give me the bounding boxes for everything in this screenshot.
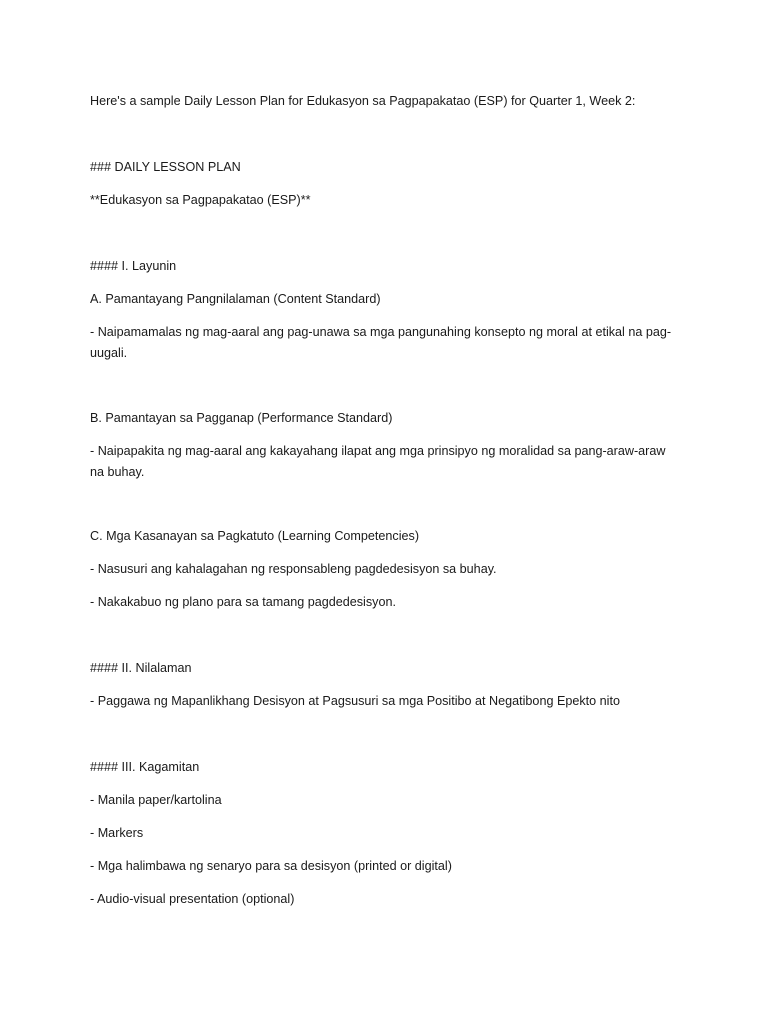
intro-text: Here's a sample Daily Lesson Plan for Edukasyon sa Pagpapakatao (ESP) for Quarter 1, Week 2: bbox=[90, 94, 636, 108]
list-item: - Audio-visual presentation (optional) bbox=[90, 892, 295, 906]
performance-standard-title: B. Pamantayan sa Pagganap (Performance Standard) bbox=[90, 411, 393, 425]
section-3-title: #### III. Kagamitan bbox=[90, 760, 200, 774]
content-standard-title: A. Pamantayang Pangnilalaman (Content Standard) bbox=[90, 292, 381, 306]
list-item: - Nasusuri ang kahalagahan ng responsableng pagdedesisyon sa buhay. bbox=[90, 562, 497, 576]
section-1-title: #### I. Layunin bbox=[90, 259, 177, 273]
learning-competencies-title: C. Mga Kasanayan sa Pagkatuto (Learning Competencies) bbox=[90, 529, 420, 543]
list-item: - Manila paper/kartolina bbox=[90, 793, 222, 807]
section-2-title: #### II. Nilalaman bbox=[90, 661, 192, 675]
list-item: - Nakakabuo ng plano para sa tamang pagdedesisyon. bbox=[90, 595, 396, 609]
list-item: - Mga halimbawa ng senaryo para sa desisyon (printed or digital) bbox=[90, 859, 452, 873]
list-item: - Markers bbox=[90, 826, 144, 840]
document-heading: ### DAILY LESSON PLAN bbox=[90, 160, 241, 174]
content-standard-text: - Naipamamalas ng mag-aaral ang pag-unawa sa mga pangunahing konsepto ng moral at etikal na pag-uugali. bbox=[90, 325, 672, 360]
performance-standard-text: - Naipapakita ng mag-aaral ang kakayahang ilapat ang mga prinsipyo ng moralidad sa pang-araw-araw na buhay. bbox=[90, 444, 666, 479]
subject-title: **Edukasyon sa Pagpapakatao (ESP)** bbox=[90, 193, 311, 207]
content-text: - Paggawa ng Mapanlikhang Desisyon at Pagsusuri sa mga Positibo at Negatibong Epekto nito bbox=[90, 694, 620, 708]
